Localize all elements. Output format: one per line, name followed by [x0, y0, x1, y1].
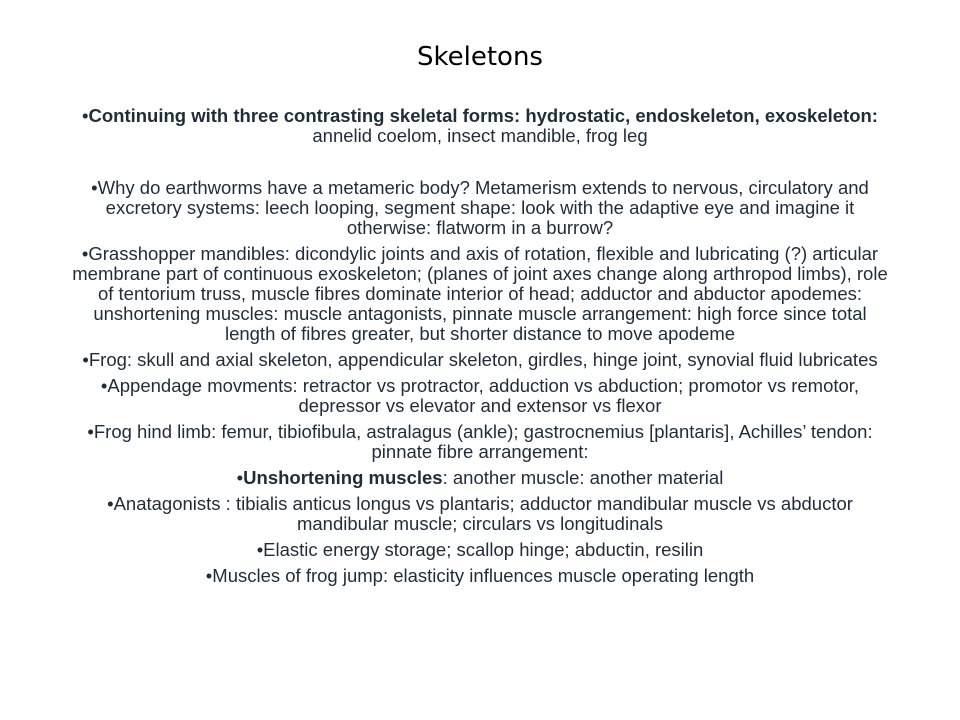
bullet-text: Anatagonists : tibialis anticus longus vs plantaris; adductor mandibular muscle vs abductor mandibular muscle; circulars vs longitudinals: [113, 493, 853, 534]
bullet-paragraph: [70, 540, 890, 560]
bullet-paragraph: [70, 178, 890, 238]
bullet-text: Elastic energy storage; scallop hinge; abductin, resilin: [263, 539, 704, 560]
bullet-text: Appendage movments: retractor vs protractor, adduction vs abduction; promotor vs remotor, depressor vs elevator and extensor vs flexor: [107, 375, 860, 416]
slide-title: Skeletons: [417, 42, 543, 72]
bullet-glyph: •: [205, 565, 213, 586]
bullet-glyph: •: [87, 421, 94, 442]
bullet-bold-text: Unshortening muscles: [243, 467, 443, 488]
bullet-paragraph: [70, 422, 890, 462]
bullet-paragraph: [70, 468, 890, 488]
bullet-paragraph: [70, 376, 890, 416]
bullet-bold-text: Continuing with three contrasting skeletal forms: hydrostatic, endoskeleton, exoskeleton:: [88, 105, 878, 126]
bullet-paragraph: [70, 106, 890, 146]
bullet-text: Why do earthworms have a metameric body? Metamerism extends to nervous, circulatory and excretory systems: leech looping, segment shape: look with the adaptive eye and imagine it otherwise: flatworm in a burrow?: [97, 177, 869, 238]
bullet-glyph: •: [81, 243, 89, 264]
bullet-glyph: •: [100, 375, 108, 396]
bullet-text: : another muscle: another material: [442, 467, 724, 488]
bullet-text: Frog hind limb: femur, tibiofibula, astralagus (ankle); gastrocnemius [plantaris], Achilles’ tendon: pinnate fibre arrangement:: [93, 421, 873, 462]
bullet-glyph: •: [82, 105, 89, 126]
bullet-text: annelid coelom, insect mandible, frog leg: [312, 125, 648, 146]
bullet-glyph: •: [91, 177, 98, 198]
bullet-glyph: •: [236, 467, 244, 488]
bullet-paragraph: [70, 244, 890, 344]
bullet-glyph: •: [256, 539, 264, 560]
bullet-paragraph: [70, 494, 890, 534]
bullet-glyph: •: [107, 493, 114, 514]
bullet-paragraph: [70, 350, 890, 370]
bullet-text: Muscles of frog jump: elasticity influences muscle operating length: [212, 565, 755, 586]
slide-body: [70, 106, 890, 592]
bullet-text: Frog: skull and axial skeleton, appendicular skeleton, girdles, hinge joint, synovial fluid lubricates: [88, 349, 878, 370]
bullet-paragraph: [70, 566, 890, 586]
bullet-text: Grasshopper mandibles: dicondylic joints and axis of rotation, flexible and lubricating (?) articular membrane part of continuous exoskeleton; (planes of joint axes change along arthropod limbs), role of tentorium truss, muscle fibres dominate interior of head; adductor and abductor apodemes: unshortening muscles: muscle antagonists, pinnate muscle arrangement: high force since total length of fibres greater, but shorter distance to move apodeme: [72, 243, 888, 344]
bullet-glyph: •: [82, 349, 89, 370]
